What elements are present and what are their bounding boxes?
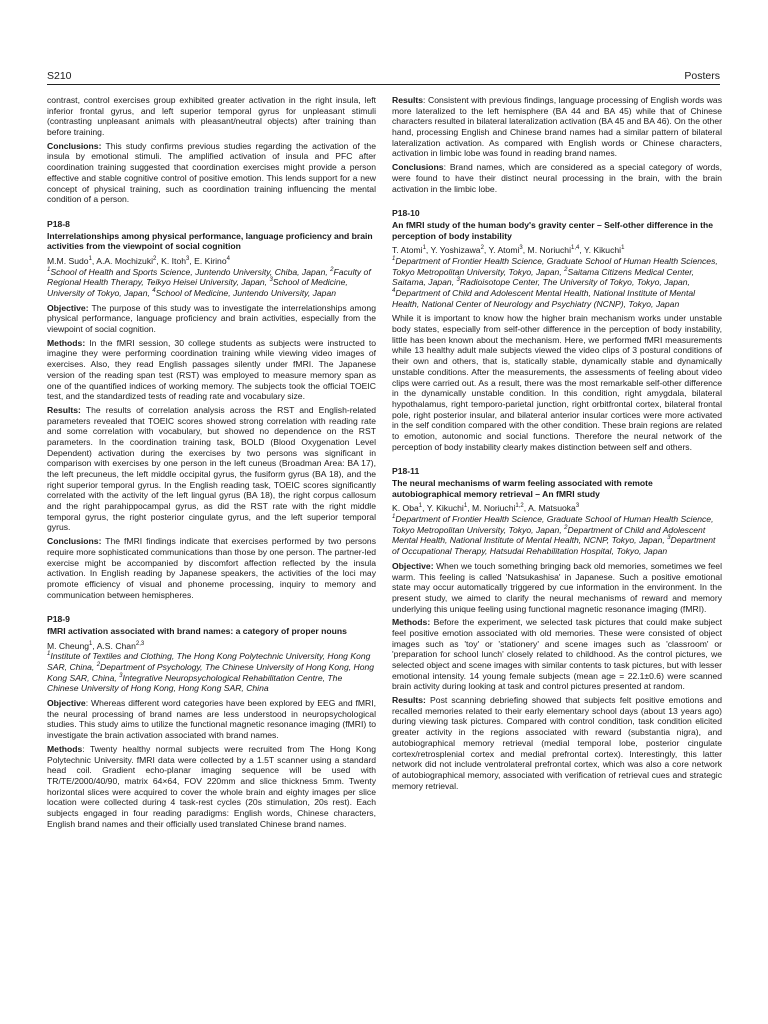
abstract-title: fMRI activation associated with brand names: a category of proper nouns bbox=[47, 625, 347, 636]
intro-paragraph: contrast, control exercises group exhibited greater activation in the right insula, left inferior frontal gyrus, and left superior temporal gyrus for unpleasant stimuli (contrasting unpleasant animals with pleasant/neutral objects) after training than before training. bbox=[47, 95, 376, 138]
abstract-affiliations: $^1$Department of Frontier Health Science, Graduate School of Human Health Sciences, Tokyo Metropolitan University, Tokyo, Japan, $^2$Saitama Citizens Medical Center, Saitama, Japan, $^3$Radioisotope Center, The University of Tokyo, Tokyo, Japan, $^4$Department of Child and Adolescent Mental Health, National Institute of Mental Health, National Center of Neurology and Psychiatry (NCNP), Tokyo, Japan bbox=[392, 255, 718, 309]
abstract-methods: Methods: In the fMRI session, 30 college students as subjects were instructed to imagine they were performing coordination training while viewing video images of exercises. Also, they read English passages silently under fMRI. The Japanese version of the reading span test (RST) was employed to measure memory span as one of the quantified indices of working memory. The subjects took the official TOEIC test, and the standardized tests of reading rate and vocabulary size. bbox=[47, 337, 376, 402]
right-column bbox=[392, 95, 722, 794]
abstract-objective: Objective: The purpose of this study was to investigate the interrelationships among physical performance, language proficiency and brain activities, especially from the viewpoint of social cognition. bbox=[47, 302, 376, 335]
abstract-authors: M. Cheung$^1$, A.S. Chan$^{2,3}$ bbox=[47, 640, 145, 651]
abstract-methods: Methods: Before the experiment, we selected task pictures that could make subject feel positive emotion associated with old memories. These were consisted of object images such as 'toy' or 'stationery' and scene images such as 'classroom' or 'preparation for school lunch' closely related to childhood. As the control pictures, we selected object and scene images with similar contents to task pictures, but with lesser emotional intensity. 14 young female subjects (mean age = 22.1±0.6) were scanned brain activity during looking at task and control pictures presented at random. bbox=[392, 617, 722, 692]
section-name: Posters bbox=[684, 70, 720, 82]
abstract-authors: M.M. Sudo$^1$, A.A. Mochizuki$^2$, K. Itoh$^3$, E. Kirino$^4$ bbox=[47, 255, 230, 266]
left-column bbox=[47, 95, 376, 832]
abstract-conclusions: Conclusions: Brand names, which are considered as a special category of words, were found to have their distinct neural processing in the brain, with the brain activation in the limbic lobe. bbox=[392, 162, 722, 194]
abstract-methods: Methods: Twenty healthy normal subjects were recruited from The Hong Kong Polytechnic University. fMRI data were collected by a 1.5T scanner using a standard head coil. Gradient echo-planar imaging sequence will be used with TR/TE/2000/40/90, matrix 64×64, FOV 220mm and slice thickness 5mm. Twenty horizontal slices were acquired to cover the whole brain and eighty images per slice location were collected during 4 task-rest cycles (20s stimulation, 20s rest). Each subjects engaged in four reading paradigms: English words, Chinese characters, English brand names and their officially used translated Chinese brand names. bbox=[47, 743, 376, 829]
abstract-authors: T. Atomi$^1$, Y. Yoshizawa$^2$, Y. Atomi$^3$, M. Noriuchi$^{1,4}$, Y. Kikuchi$^1$ bbox=[392, 245, 625, 256]
abstract-authors: K. Oba$^1$, Y. Kikuchi$^1$, M. Noriuchi$^{1,2}$, A. Matsuoka$^3$ bbox=[392, 503, 580, 514]
abstract-conclusions: Conclusions: The fMRI findings indicate that exercises performed by two persons require more sophisticated communications than those by one person. The partner-led exercise might be accompanied by discomfort affection reflected by the insula activation. In English reading by Japanese speakers, the activities of the loci may promote efficiency of visual and phoneme processing, inquiry to memory and communication between hemispheres. bbox=[47, 536, 376, 600]
abstract-code: P18-11 bbox=[392, 466, 420, 477]
abstract-affiliations: $^1$Institute of Textiles and Clothing, The Hong Kong Polytechnic University, Hong Kong SAR, China, $^2$Department of Psychology, The Chinese University of Hong Kong, Hong Kong SAR, China, $^3$Integrative Neuropsychological Rehabilitation Centre, The Chinese University of Hong Kong, Hong Kong SAR, China bbox=[47, 651, 375, 694]
abstract-code: P18-9 bbox=[47, 614, 70, 625]
abstract-title: An fMRI study of the human body's gravity center – Self-other difference in the perception of body instability bbox=[392, 219, 714, 241]
intro-conclusions: Conclusions: This study confirms previous studies regarding the activation of the insula by emotional stimuli. The amplified activation of insula and PFC after coordination training suggested that coordination exercises might provide a person effective and stable cognitive control of positive emotion. This lends support for a new concept of physical training, such as coordination training influencing the mental condition of a person. bbox=[47, 140, 376, 205]
abstract-code: P18-8 bbox=[47, 218, 70, 229]
abstract-results: Results: Consistent with previous findings, language processing of English words was more lateralized to the left hemisphere (BA 44 and BA 45) while that of Chinese characters resulted in bilateral lateralization activation (BA 45 and BA 46). On the other hand, processing English and Chinese brand names had a similar pattern of bilateral lateralization activation. As compared with English words or Chinese characters, activation in limbic lobe was found in reading brand names. bbox=[392, 95, 722, 159]
abstract-title: The neural mechanisms of warm feeling associated with remote autobiographical memory retrieval – An fMRI study bbox=[392, 478, 653, 499]
page-number: S210 bbox=[47, 70, 72, 82]
abstract-objective: Objective: When we touch something bringing back old memories, sometimes we feel warm. This feeling is called 'Natsukashisa' in Japanese. Such a positive emotional state may occur automatically triggered by cue information in the environment. In the present study, we aimed to clarify the neural mechanisms of reward and memory underlying this unique feeling using functional magnetic resonance imaging (fMRI). bbox=[392, 560, 722, 614]
page-header bbox=[47, 66, 720, 85]
abstract-affiliations: $^1$School of Health and Sports Science, Juntendo University, Chiba, Japan, $^2$Faculty of Regional Health Therapy, Teikyo Heisei University, Japan, $^3$School of Medicine, University of Tokyo, Japan, $^4$School of Medicine, Juntendo University, Japan bbox=[47, 266, 371, 298]
abstract-results: Results: Post scanning debriefing showed that subjects felt positive emotions and recalled memories related to their early elementary school days (about 13 years ago) during viewing task pictures. Compared with control condition, task condition elicited greater activity in the regions associated with reward (substantia nigra), and autobiographical memory retrieval (medial temporal lobe, posterior cingulate cortex/retrosplenial cortex and medial prefrontal cortex). Interestingly, this latter network did not include ventrolateral prefrontal cortex, which was also a core network of autobiographical memory, associated with verification of retrieval cues and strategic memory retrieval. bbox=[392, 695, 722, 791]
abstract-objective: Objective: Whereas different word categories have been explored by EEG and fMRI, the neural processing of brand names are less understood in neuropsychological studies. This study aims to utilize the functional magnetic resonance imaging (fMRI) to investigate the brain activation associated with brand names. bbox=[47, 698, 376, 741]
abstract-affiliations: $^1$Department of Frontier Health Science, Graduate School of Human Health Science, Tokyo Metropolitan University, Tokyo, Japan, $^2$Department of Child and Adolescent Mental Health, National Institute of Mental Health, NCNP, Tokyo, Japan, $^3$Department of Occupational Therapy, Hatsudai Rehabilitation Hospital, Tokyo, Japan bbox=[392, 514, 716, 557]
abstract-code: P18-10 bbox=[392, 208, 420, 219]
abstract-body: While it is important to know how the higher brain mechanism works under unstable body states, especially from self-other difference in the perception of body instability, little has been known about the mechanism. Here, we performed fMRI measurements while 13 healthy adult male subjects viewed the video clips of 3 postural conditions of their own and others, that is, statically stable, dynamically stable and dynamically unstable conditions. After the measurements, the assessments of feeling about video clips were carried out. As a result, there was the most remarkable self-other difference in the dynamically unstable condition. In this condition, right amygdala, bilateral hypothalamus, right temporo-parietal junction, right orbitfrontal cortex, bilateral frontal pole, right posterior insular, and bilateral anterior insular cortices were more activated in the self condition compared with the other condition. These brain regions are related to emotion, autonomic and social functions. Therefore the neural network of the perception of body instability clearly makes distinction between self and others. bbox=[392, 313, 722, 452]
abstract-results: Results: The results of correlation analysis across the RST and English-related parameters revealed that TOEIC scores showed strong correlation with reading rate and some correlation with vocabulary, but showed no dependence on the RST parameters. In the coordination training task, BOLD (Blood Oxygenation Level Dependent) activation during the exercises by two persons was significant in comparison with exercises by one person in the left cuneus (Broadman Area: BA 17), the left precuneus, the left middle occipital gyrus, the fusiform gyrus (BA 18), and the right superior temporal gyrus. In the English reading task, TOEIC scores significantly correlated with the activity of the left lingual gyrus (BA 18), the right corpus callosum and the right parahippocampal gyrus, as did the RST rate with the right middle temporal gyrus, the right posterior cingulate gyrus, and the left superior temporal gyrus. bbox=[47, 404, 376, 533]
abstract-title: Interrelationships among physical performance, language proficiency and brain activities from the viewpoint of social cognition bbox=[47, 230, 373, 252]
